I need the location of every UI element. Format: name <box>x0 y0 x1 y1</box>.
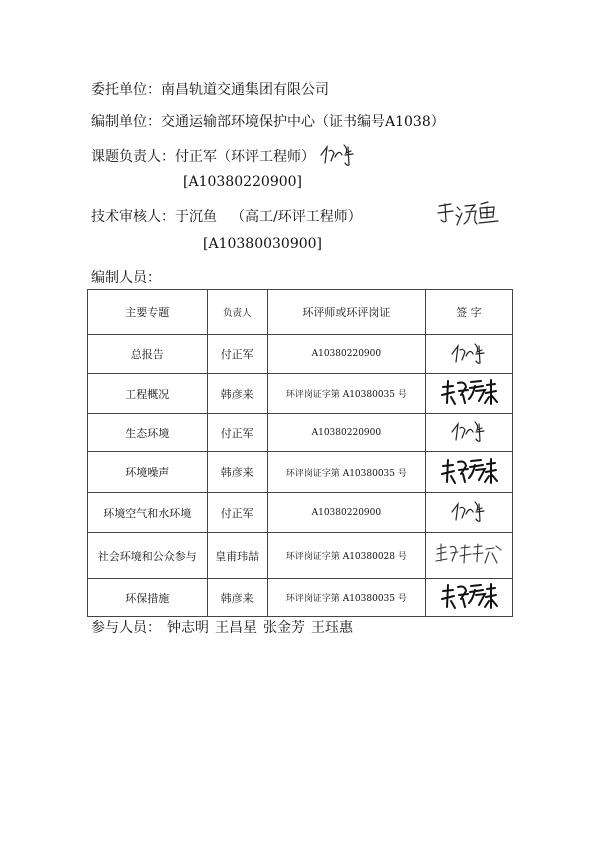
participant-name: 钟志明 <box>167 620 209 636</box>
row-signature <box>425 335 512 374</box>
row-signature <box>425 579 512 617</box>
row-signature <box>425 374 512 414</box>
reviewer-name: 于沉鱼 <box>175 209 217 225</box>
signature-fu-icon <box>449 419 489 443</box>
participant-name: 张金芳 <box>263 620 305 636</box>
header-person: 负责人 <box>207 290 267 335</box>
row-topic: 生态环境 <box>88 414 208 452</box>
header-signature: 签 字 <box>425 290 512 335</box>
table-header-row <box>88 290 513 335</box>
table-row <box>88 493 513 533</box>
leader-value: 付正军（环评工程师） <box>175 149 315 165</box>
leader-signature <box>318 141 356 167</box>
row-person: 皇甫玮喆 <box>207 533 267 579</box>
participant-name: 王昌星 <box>215 620 257 636</box>
row-signature <box>425 414 512 452</box>
row-topic: 环保措施 <box>88 579 208 617</box>
table-row <box>88 374 513 414</box>
compiler-unit <box>91 111 445 131</box>
row-topic: 工程概况 <box>88 374 208 414</box>
header-topic: 主要专题 <box>88 290 208 335</box>
staff-table <box>87 289 513 617</box>
participants <box>91 617 353 637</box>
row-person: 韩彦来 <box>207 452 267 493</box>
commission-unit <box>91 79 329 99</box>
reviewer-label: 技术审核人： <box>91 209 175 225</box>
table-row <box>88 579 513 617</box>
technical-reviewer <box>91 206 362 226</box>
signature-fu-icon <box>449 499 489 523</box>
row-cert: 环评岗证字第 A10380035 号 <box>267 374 425 414</box>
signature-han-icon <box>439 581 499 611</box>
row-cert: 环评岗证字第 A10380035 号 <box>267 579 425 617</box>
row-person: 韩彦来 <box>207 579 267 617</box>
row-topic: 环境噪声 <box>88 452 208 493</box>
reviewer-title: （高工/环评工程师） <box>231 209 362 225</box>
row-cert: A10380220900 <box>267 414 425 452</box>
reviewer-cert: [A10380030900] <box>203 236 323 252</box>
project-leader <box>91 146 315 166</box>
reviewer-signature <box>436 199 502 229</box>
signature-huangfu-icon <box>434 541 504 567</box>
row-person: 韩彦来 <box>207 374 267 414</box>
row-signature <box>425 533 512 579</box>
row-cert: A10380220900 <box>267 335 425 374</box>
row-cert: A10380220900 <box>267 493 425 533</box>
row-person: 付正军 <box>207 414 267 452</box>
participant-name: 王珏惠 <box>311 620 353 636</box>
row-topic: 总报告 <box>88 335 208 374</box>
row-cert: 环评岗证字第 A10380035 号 <box>267 452 425 493</box>
leader-cert: [A10380220900] <box>183 174 303 190</box>
table-row <box>88 452 513 493</box>
table-row <box>88 335 513 374</box>
row-signature <box>425 493 512 533</box>
signature-han-icon <box>439 456 499 486</box>
commission-value: 南昌轨道交通集团有限公司 <box>161 82 329 98</box>
leader-label: 课题负责人： <box>91 149 175 165</box>
table-row <box>88 533 513 579</box>
staff-label: 编制人员： <box>91 270 161 286</box>
row-topic: 社会环境和公众参与 <box>88 533 208 579</box>
signature-fu-icon <box>449 341 489 365</box>
participants-label: 参与人员： <box>91 620 161 636</box>
header-cert: 环评师或环评岗证 <box>267 290 425 335</box>
table-row <box>88 414 513 452</box>
row-cert: 环评岗证字第 A10380028 号 <box>267 533 425 579</box>
signature-han-icon <box>439 377 499 407</box>
row-topic: 环境空气和水环境 <box>88 493 208 533</box>
row-signature <box>425 452 512 493</box>
row-person: 付正军 <box>207 335 267 374</box>
commission-label: 委托单位： <box>91 82 161 98</box>
row-person: 付正军 <box>207 493 267 533</box>
compiler-label: 编制单位： <box>91 114 161 130</box>
compiler-value: 交通运输部环境保护中心（证书编号A1038） <box>161 114 445 130</box>
